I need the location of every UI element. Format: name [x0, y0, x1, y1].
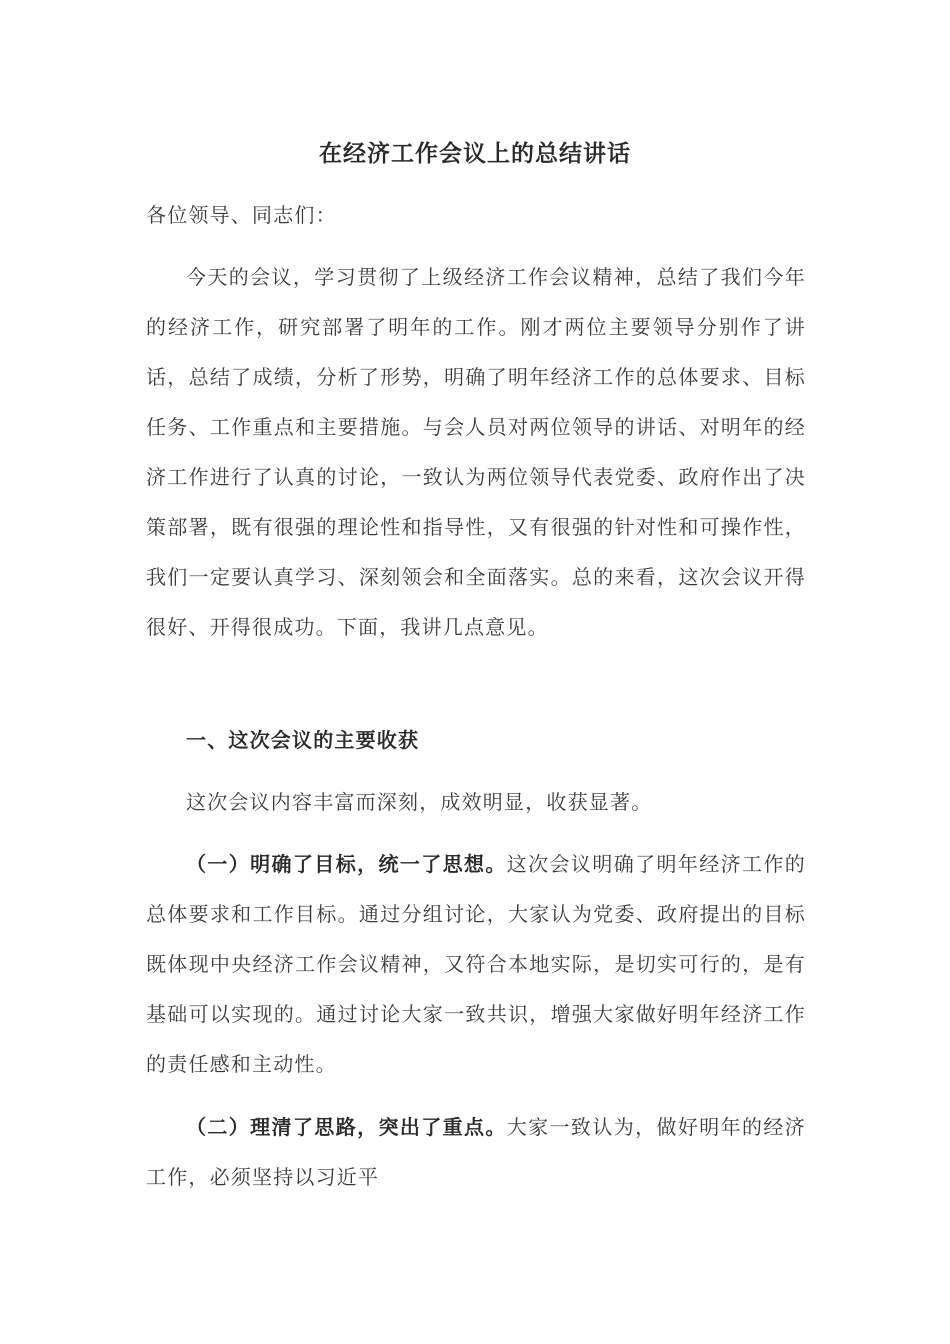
intro-paragraph: 今天的会议，学习贯彻了上级经济工作会议精神，总结了我们今年的经济工作，研究部署了明年的工作。刚才两位主要领导分别作了讲话，总结了成绩，分析了形势，明确了明年经济工作的总体要求、目标任务、工作重点和主要措施。与会人员对两位领导的讲话、对明年的经济工作进行了认真的讨论，一致认为两位领导代表党委、政府作出了决策部署，既有很强的理论性和指导性，又有很强的针对性和可操作性，我们一定要认真学习、深刻领会和全面落实。总的来看，这次会议开得很好、开得很成功。下面，我讲几点意见。: [146, 265, 806, 639]
salutation: 各位领导、同志们：: [146, 203, 337, 227]
point-two-paragraph: [146, 1102, 806, 1202]
point-two-lead: （二）理清了思路，突出了重点。: [186, 1115, 507, 1139]
point-one-lead: （一）明确了目标，统一了思想。: [186, 852, 507, 876]
point-two-body: 大家一致认为，做好明年的经济工作，必须坚持以习近平: [146, 1115, 806, 1189]
point-one-body: 这次会议明确了明年经济工作的总体要求和工作目标。通过分组讨论，大家认为党委、政府提出的目标既体现中央经济工作会议精神，又符合本地实际，是切实可行的，是有基础可以实现的。通过讨论大家一致共识，增强大家做好明年经济工作的责任感和主动性。: [146, 852, 806, 1076]
page-title: 在经济工作会议上的总结讲话: [319, 140, 631, 167]
point-one-paragraph: [146, 839, 806, 1089]
section-intro-paragraph: 这次会议内容丰富而深刻，成效明显，收获显著。: [186, 790, 653, 814]
section-heading: 一、这次会议的主要收获: [186, 728, 420, 752]
